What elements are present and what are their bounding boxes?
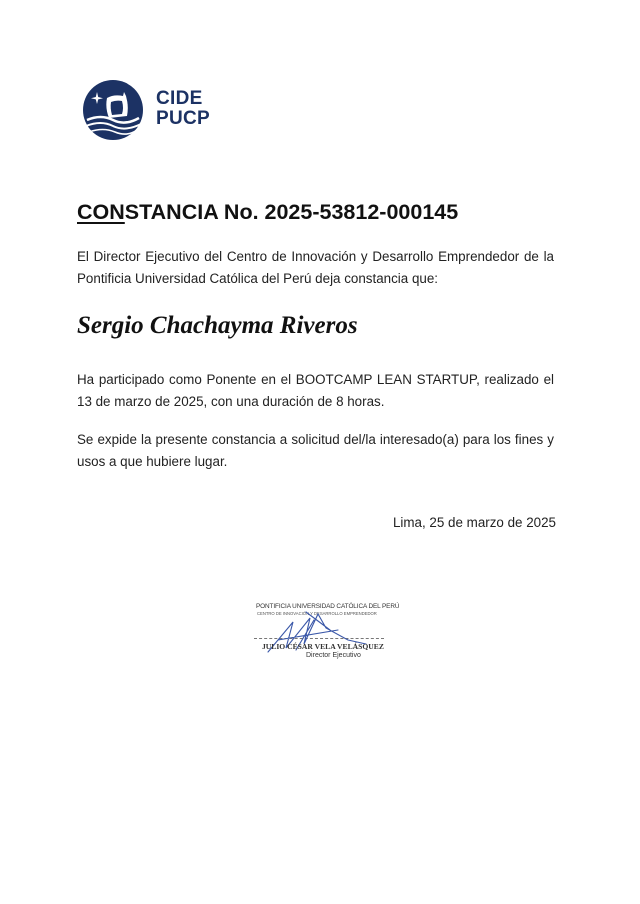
- handwritten-signature-icon: [248, 600, 408, 670]
- place-date: Lima, 25 de marzo de 2025: [392, 515, 556, 530]
- logo-line-1: CIDE: [156, 88, 203, 109]
- intro-paragraph: El Director Ejecutivo del Centro de Innovación y Desarrollo Emprendedor de la Pontificia Universidad Católica del Perú deja constancia que:: [77, 249, 554, 286]
- recipient-name: Sergio Chachayma Riveros: [77, 312, 358, 339]
- logo-line-2: PUCP: [156, 108, 210, 129]
- signature-block: [248, 600, 408, 680]
- title-rest: STANCIA No. 2025-53812-000145: [124, 200, 459, 224]
- title-underlined-part: CON: [77, 200, 125, 224]
- signer-name: JULIO CÉSAR VELA VELÁSQUEZ: [262, 642, 384, 651]
- logo-wordmark: [156, 89, 210, 129]
- ship-emblem-icon: [83, 80, 143, 140]
- signer-role: Director Ejecutivo: [306, 652, 361, 659]
- signature-institution: PONTIFICIA UNIVERSIDAD CATÓLICA DEL PERÚ: [256, 603, 400, 610]
- document-title: [77, 200, 458, 225]
- signature-center: CENTRO DE INNOVACIÓN Y DESARROLLO EMPRENDEDOR: [257, 611, 377, 616]
- participation-paragraph: Ha participado como Ponente en el BOOTCAMP LEAN STARTUP, realizado el 13 de marzo de 2025, con una duración de 8 horas.: [77, 372, 554, 409]
- cide-pucp-logo: [83, 80, 233, 142]
- purpose-paragraph: Se expide la presente constancia a solicitud del/la interesado(a) para los fines y usos a que hubiere lugar.: [77, 432, 554, 469]
